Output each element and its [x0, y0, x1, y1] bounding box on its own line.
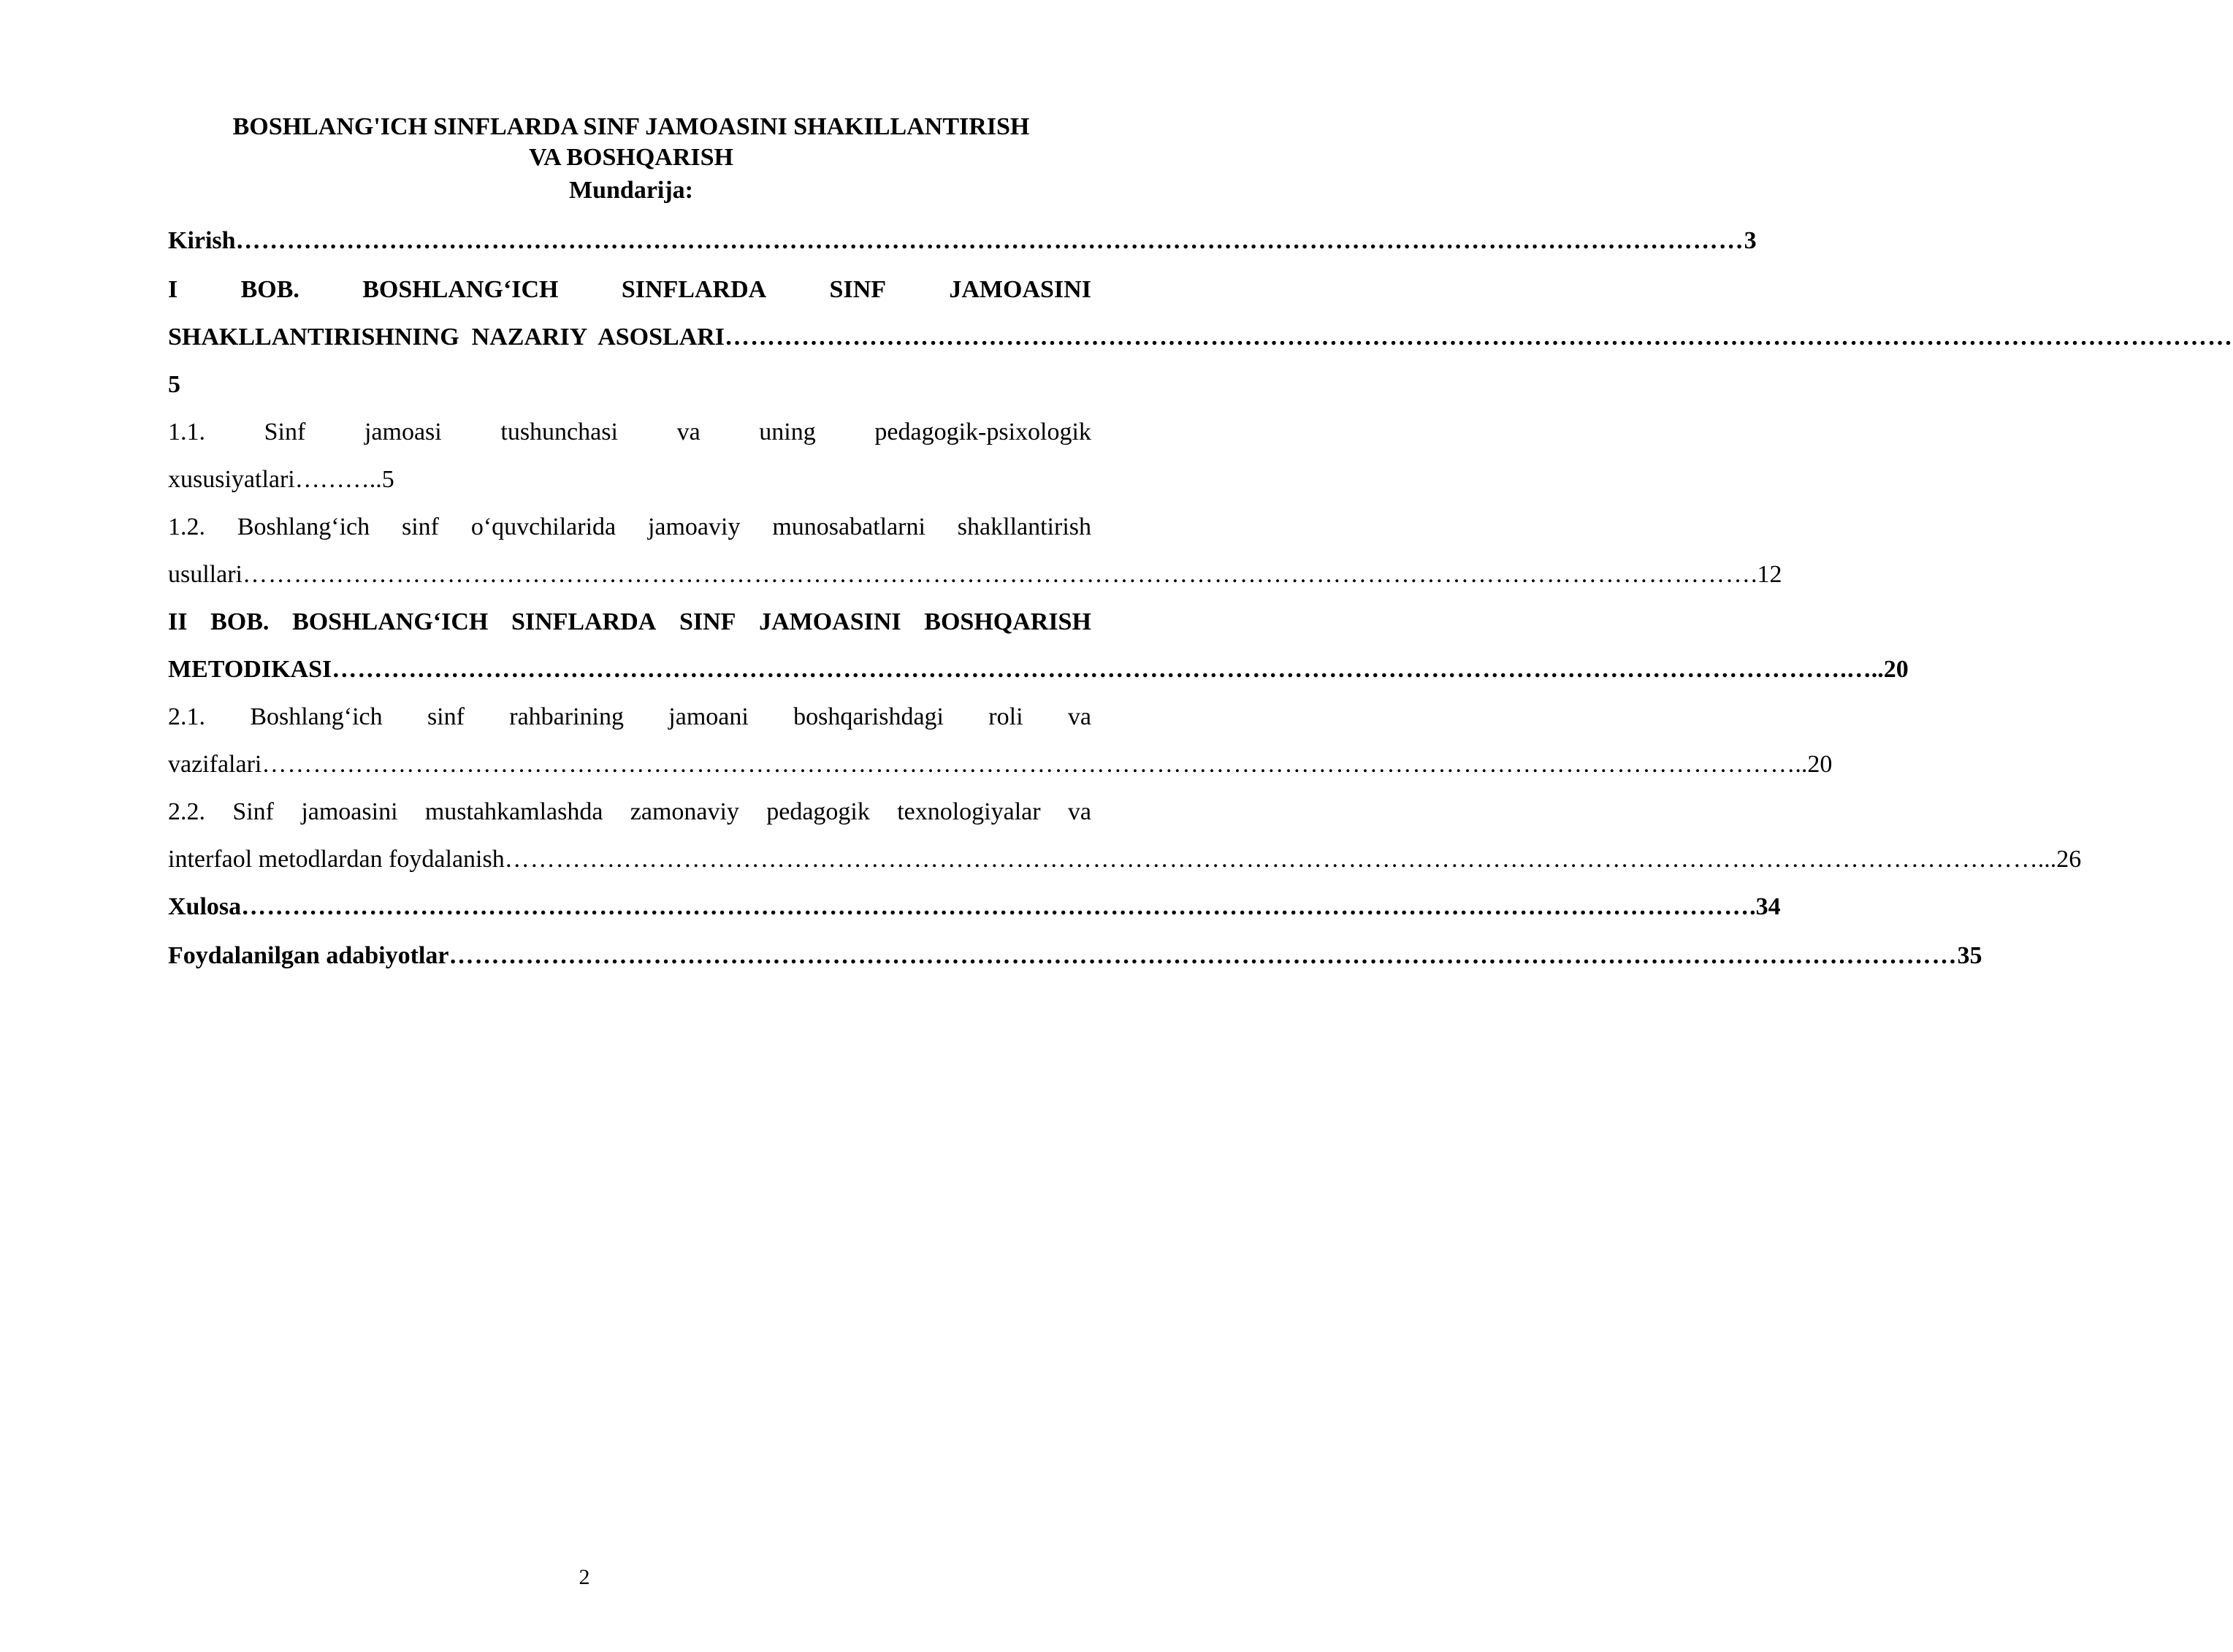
toc-entry-label: vazifalari [168, 751, 262, 778]
toc-word: jamoasi [364, 418, 442, 445]
toc-word: uning [759, 418, 816, 445]
toc-page-number: 35 [1957, 942, 1982, 969]
toc-word: Boshlang‘ich [237, 513, 370, 540]
toc-word: BOB. [240, 276, 299, 303]
toc-word: Sinf [264, 418, 306, 445]
toc-page-number: …..20 [1770, 751, 1833, 778]
toc-word: texnologiyalar [897, 798, 1041, 825]
toc-heading: Mundarija: [569, 177, 693, 204]
dot-leader: …………………………………………………………………………………………………………………………………………………………… [504, 846, 2013, 873]
toc-word: SINFLARDA [511, 608, 657, 635]
toc-word: tushunchasi [500, 418, 618, 445]
toc-word: rahbarining [509, 703, 624, 730]
toc-entry-label: Xulosa [168, 893, 242, 920]
page-number: 2 [579, 1565, 590, 1589]
toc-word: 1.2. [168, 513, 205, 540]
toc-word: munosabatlarni [772, 513, 925, 540]
dot-leader: …………………………………………………………………………………………………………………………………………………………… [332, 656, 1841, 683]
toc-entry-2-1-line-1[interactable] [168, 698, 1091, 736]
toc-entry-label: xususiyatlari [168, 466, 295, 493]
toc-entry-bob-1-line-2[interactable] [168, 318, 2233, 356]
toc-entry-1-1-line-1[interactable] [168, 413, 1091, 451]
toc-word: va [1067, 703, 1091, 730]
dot-leader: …………………………………………………………………………………………………………………………………………………………… [448, 942, 1958, 969]
toc-entry-label: SHAKLLANTIRISHNING NAZARIY ASOSLARI [168, 324, 725, 351]
toc-word: BOSHLANG‘ICH [292, 608, 489, 635]
toc-entry-bob-1-line-1[interactable] [168, 271, 1091, 309]
toc-entry-label: METODIKASI [168, 656, 332, 683]
toc-page-number: .12 [1750, 561, 1782, 588]
document-title-line-1: BOSHLANG'ICH SINFLARDA SINF JAMOASINI SHAKILLANTIRISH [232, 113, 1030, 140]
toc-page-number: .34 [1749, 893, 1781, 920]
toc-page-number: .…..20 [1840, 656, 1909, 683]
toc-entry-bob-2-line-1[interactable] [168, 603, 1091, 641]
dot-leader: …………………………………………………………………………………………………………………………………………………………… [262, 751, 1771, 778]
toc-word: jamoaviy [647, 513, 741, 540]
toc-word: SINF [679, 608, 736, 635]
toc-word: va [676, 418, 701, 445]
toc-word: Boshlang‘ich [250, 703, 383, 730]
toc-word: 2.1. [168, 703, 205, 730]
toc-entry-2-1-line-2[interactable] [168, 746, 1833, 784]
toc-word: II [168, 608, 188, 635]
toc-entry-label: interfaol metodlardan foydalanish [168, 846, 505, 873]
toc-word: pedagogik [766, 798, 870, 825]
toc-page-number: 5 [168, 371, 180, 398]
toc-entry-1-2-line-2[interactable] [168, 556, 1782, 594]
toc-entry-1-1-line-2[interactable] [168, 461, 1091, 499]
toc-word: SINFLARDA [621, 276, 767, 303]
toc-word: boshqarishdagi [793, 703, 944, 730]
toc-entry-kirish[interactable] [168, 222, 1757, 260]
toc-word: o‘quvchilarida [470, 513, 617, 540]
toc-entry-label: usullari [168, 561, 243, 588]
toc-page-number: 3 [1744, 227, 1757, 254]
toc-word: JAMOASINI [949, 276, 1091, 303]
toc-word: jamoasini [301, 798, 398, 825]
toc-word: BOSHQARISH [924, 608, 1091, 635]
toc-entry-2-2-line-1[interactable] [168, 793, 1091, 831]
toc-word: va [1067, 798, 1091, 825]
toc-word: mustahkamlashda [424, 798, 603, 825]
toc-word: 1.1. [168, 418, 205, 445]
toc-word: 2.2. [168, 798, 205, 825]
toc-page-number: …...26 [2012, 846, 2082, 873]
toc-entry-xulosa[interactable] [168, 888, 1781, 926]
dot-leader: …………………………………………………………………………………………………………………………………………………………… [242, 561, 1751, 588]
toc-word: zamonaviy [630, 798, 739, 825]
toc-word: sinf [402, 513, 439, 540]
toc-entry-label: Kirish [168, 227, 236, 254]
toc-word: jamoani [668, 703, 749, 730]
toc-word: roli [988, 703, 1023, 730]
toc-word: BOB. [210, 608, 270, 635]
toc-word: shakllantirish [957, 513, 1091, 540]
toc-word: JAMOASINI [759, 608, 901, 635]
toc-word: Sinf [232, 798, 274, 825]
dot-leader: …………………………………………………………………………………………………………………………………………………………… [241, 893, 1750, 920]
toc-word: pedagogik-psixologik [874, 418, 1091, 445]
toc-page-number: ………..5 [294, 466, 394, 493]
toc-entry-bob-2-line-2[interactable] [168, 651, 1909, 689]
toc-word: SINF [829, 276, 887, 303]
toc-word: BOSHLANG‘ICH [362, 276, 559, 303]
dot-leader: …………………………………………………………………………………………………………………………………………………………… [725, 324, 2233, 351]
document-title-line-2: VA BOSHQARISH [529, 144, 733, 171]
toc-word: I [168, 276, 178, 303]
toc-entry-1-2-line-1[interactable] [168, 508, 1091, 546]
toc-entry-adabiyotlar[interactable] [168, 937, 1982, 975]
toc-entry-label: Foydalanilgan adabiyotlar [168, 942, 449, 969]
toc-word: sinf [427, 703, 465, 730]
toc-entry-2-2-line-2[interactable] [168, 841, 2082, 879]
dot-leader: …………………………………………………………………………………………………………………………………………………………… [235, 227, 1744, 254]
